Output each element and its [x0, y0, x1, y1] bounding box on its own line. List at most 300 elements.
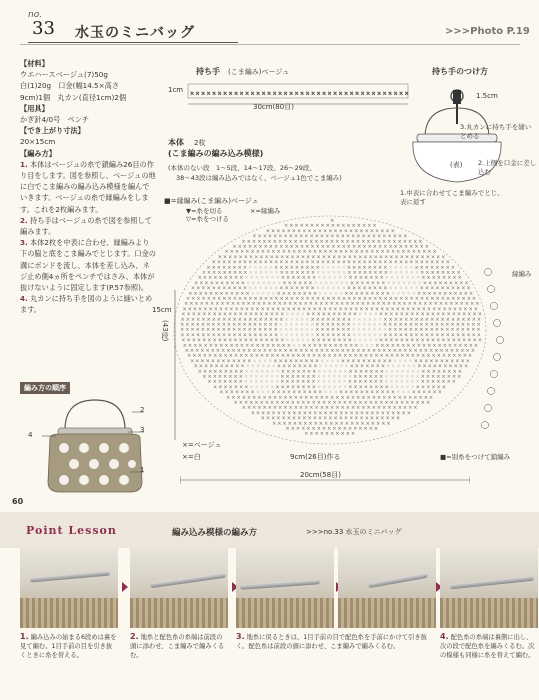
attach-legend: ▽=糸をつける	[186, 215, 229, 223]
stitch-mark: ×	[415, 374, 420, 380]
height-dimension-line	[170, 290, 180, 440]
stitch-mark: ×	[333, 290, 339, 297]
stitch-mark: ×	[368, 337, 373, 344]
stitch-mark: ×	[318, 389, 323, 396]
stitch-mark: ×	[364, 368, 369, 375]
separate-yarn-legend: ■=別糸をつけて鎖編み	[440, 453, 511, 461]
stitch-mark: ×	[228, 275, 234, 282]
stitch-mark: ×	[349, 415, 354, 422]
stitch-mark: ×	[180, 332, 185, 339]
stitch-mark: ×	[309, 358, 314, 365]
stitch-mark: ×	[207, 374, 212, 380]
bottom-width: 9cm(26目)作る	[290, 453, 341, 461]
stitch-mark: ×	[432, 363, 438, 370]
stitch-mark: ×	[212, 311, 217, 318]
stitch-mark: ×	[390, 228, 395, 235]
stitch-mark: ×	[381, 238, 387, 245]
stitch-mark: ×	[471, 322, 476, 328]
stitch-mark: ×	[466, 327, 471, 334]
stitch-mark: ×	[265, 342, 271, 349]
stitch-mark: ×	[290, 337, 295, 344]
stitch-mark: ×	[436, 374, 441, 380]
stitch-mark: ×	[411, 249, 416, 256]
stitch-mark: ×	[367, 316, 372, 323]
stitch-mark: ×	[373, 337, 378, 344]
stitch-mark: ×	[305, 270, 310, 276]
stitch-mark: ×	[227, 296, 232, 302]
stitch-mark: ×	[407, 301, 412, 308]
stitch-mark: ×	[266, 410, 271, 417]
stitch-mark: ×	[425, 296, 430, 302]
stitch-mark: ×	[347, 426, 353, 432]
stitch-mark: ×	[428, 394, 434, 401]
stitch-mark: ×	[291, 384, 296, 391]
stitch-mark: ×	[206, 322, 211, 328]
stitch-mark: ×	[277, 301, 282, 308]
stitch-mark: ×	[281, 389, 286, 396]
stitch-mark: ×	[429, 322, 434, 328]
stitch-mark: ×	[429, 348, 434, 354]
stitch-mark: ×	[327, 426, 332, 432]
stitch-mark: ×	[180, 322, 185, 328]
stitch-mark: ×	[367, 244, 372, 250]
stitch-mark: ×	[252, 348, 257, 354]
stitch-mark: ×	[348, 353, 353, 360]
stitch-mark: ×	[405, 353, 410, 360]
stitch-mark: ×	[336, 223, 341, 230]
stitch-mark: ×	[218, 306, 224, 313]
stitch-mark: ×	[416, 275, 421, 282]
stitch-mark: ×	[276, 342, 281, 349]
stitch-mark: ×	[279, 296, 284, 302]
stitch-mark: ×	[431, 379, 436, 386]
stitch-mark: ×	[436, 275, 442, 282]
stitch-mark: ×	[240, 290, 245, 297]
stitch-mark: ×	[238, 254, 243, 261]
stitch-mark: ×	[390, 389, 396, 396]
stitch-mark: ×	[365, 290, 370, 297]
handle-stitch-mark: ×	[245, 91, 250, 97]
stitch-mark: ×	[322, 353, 327, 360]
stitch-mark: ×	[314, 238, 319, 245]
stitch-mark: ×	[242, 316, 248, 323]
stitch-mark: ×	[217, 296, 222, 302]
stitch-mark: ×	[388, 244, 393, 250]
stitch-mark: ×	[414, 332, 419, 339]
stitch-mark: ×	[362, 285, 367, 292]
stitch-mark: ×	[366, 233, 371, 240]
stitch-mark: ×	[340, 233, 345, 240]
stitch-mark: ×	[228, 337, 233, 344]
stitch-mark: ×	[377, 327, 382, 334]
stitch-mark: ×	[282, 363, 287, 370]
stitch-mark: ×	[440, 332, 445, 339]
stitch-mark: ×	[380, 290, 385, 297]
stitch-mark: ×	[255, 290, 261, 297]
stitch-mark: ×	[321, 311, 326, 318]
stitch-mark: ×	[395, 353, 400, 360]
stitch-mark: ×	[403, 233, 408, 240]
stitch-mark: ×	[290, 379, 295, 386]
stitch-mark: ×	[348, 306, 354, 313]
stitch-mark: ×	[367, 264, 372, 271]
stitch-mark: ×	[284, 285, 289, 292]
stitch-mark: ×	[293, 405, 298, 412]
stitch-mark: ×	[239, 353, 244, 360]
stitch-mark: ×	[317, 384, 322, 391]
stitch-mark: ×	[385, 249, 390, 256]
stitch-mark: ×	[293, 348, 299, 354]
stitch-mark: ×	[223, 374, 228, 380]
stitch-mark: ×	[305, 316, 310, 323]
handle-stitch-mark: ×	[250, 91, 255, 97]
stitch-mark: ×	[260, 415, 265, 422]
stitch-mark: ×	[393, 264, 398, 271]
stitch-mark: ×	[200, 322, 206, 328]
stitch-mark: ×	[418, 301, 423, 308]
stitch-mark: ×	[319, 301, 324, 308]
stitch-mark: ×	[463, 342, 468, 349]
stitch-mark: ×	[382, 358, 387, 365]
stitch-mark: ×	[374, 275, 379, 282]
stitch-mark: ×	[294, 327, 299, 334]
stitch-mark: ×	[402, 394, 408, 401]
stitch-mark: ×	[189, 301, 194, 308]
stitch-mark: ×	[296, 384, 301, 391]
stitch-mark: ×	[278, 358, 283, 365]
stitch-mark: ×	[223, 275, 228, 282]
stitch-mark: ×	[334, 301, 340, 308]
stitch-mark: ×	[312, 249, 318, 256]
stitch-mark: ×	[219, 290, 224, 297]
stitch-mark: ×	[275, 374, 280, 380]
stitch-mark: ×	[271, 228, 276, 235]
stitch-mark: ×	[461, 285, 466, 292]
stitch-mark: ×	[313, 420, 318, 427]
stitch-mark: ×	[254, 311, 259, 318]
stitch-mark: ×	[296, 353, 301, 360]
stitch-mark: ×	[300, 244, 305, 250]
stitch-mark: ×	[265, 228, 271, 235]
stitch-mark: ×	[455, 348, 460, 354]
handle-stitch-mark: ×	[190, 91, 195, 97]
stitch-mark: ×	[435, 316, 440, 323]
stitch-mark: ×	[205, 358, 210, 365]
stitch-mark: ×	[342, 426, 347, 432]
stitch-mark: ×	[356, 223, 362, 230]
method-step: 4. 丸カンに持ち手を図のように縫いとめます。	[20, 294, 153, 315]
stitch-mark: ×	[228, 353, 233, 360]
stitch-mark: ×	[437, 342, 442, 349]
stitch-mark: ×	[370, 249, 375, 256]
stitch-mark: ×	[327, 400, 332, 406]
stitch-mark: ×	[248, 270, 253, 276]
stitch-mark: ×	[396, 363, 401, 370]
stitch-mark: ×	[276, 389, 281, 396]
stitch-mark: ×	[273, 348, 278, 354]
stitch-mark: ×	[250, 249, 255, 256]
stitch-mark: ×	[229, 389, 234, 396]
stitch-mark: ×	[416, 368, 421, 375]
stitch-mark: ×	[190, 316, 196, 323]
stitch-mark: ×	[385, 342, 390, 349]
stitch-mark: ×	[357, 296, 362, 302]
stitch-mark: ×	[200, 327, 206, 334]
stitch-mark: ×	[387, 238, 392, 245]
stitch-mark: ×	[245, 363, 250, 370]
stitch-mark: ×	[310, 327, 315, 334]
stitch-mark: ×	[261, 363, 266, 370]
stitch-mark: ×	[370, 410, 375, 417]
stitch-mark: ×	[274, 332, 279, 339]
stitch-mark: ×	[309, 238, 314, 245]
stitch-mark: ×	[288, 358, 294, 365]
handle-stitch-mark: ×	[289, 91, 294, 97]
stitch-mark: ×	[358, 353, 363, 360]
stitch-mark: ×	[287, 363, 292, 370]
stitch-mark: ×	[289, 244, 294, 250]
stitch-mark: ×	[289, 316, 294, 323]
stitch-mark: ×	[438, 280, 443, 287]
stitch-mark: ×	[219, 342, 224, 349]
stitch-mark: ×	[326, 311, 332, 318]
stitch-mark: ×	[336, 322, 341, 328]
stitch-mark: ×	[283, 394, 288, 401]
stitch-mark: ×	[372, 332, 378, 339]
stitch-mark: ×	[401, 249, 406, 256]
stitch-mark: ×	[392, 233, 397, 240]
stitch-mark: ×	[401, 342, 406, 349]
stitch-mark: ×	[367, 332, 372, 339]
stitch-mark: ×	[380, 415, 385, 422]
stitch-mark: ×	[371, 238, 376, 245]
stitch-mark: ×	[452, 353, 457, 360]
row-markers	[481, 268, 503, 428]
stitch-mark: ×	[332, 311, 337, 318]
stitch-mark: ×	[356, 233, 361, 240]
stitch-mark: ×	[435, 270, 440, 276]
stitch-mark: ×	[272, 394, 278, 401]
stitch-mark: ×	[431, 353, 436, 360]
stitch-mark: ×	[330, 405, 335, 412]
stitch-mark: ×	[206, 264, 211, 271]
handle-stitch-mark: ×	[300, 91, 305, 97]
stitch-mark: ×	[222, 332, 227, 339]
stitch-mark: ×	[376, 301, 381, 308]
stitch-mark: ×	[242, 332, 248, 339]
stitch-mark: ×	[377, 233, 382, 240]
stitch-mark: ×	[314, 394, 319, 401]
stitch-mark: ×	[184, 348, 189, 354]
stitch-mark: ×	[269, 296, 274, 302]
body-height: 15cm	[152, 306, 172, 314]
stitch-mark: ×	[236, 348, 241, 354]
stitch-mark: ×	[308, 280, 313, 287]
handle-stitch-mark: ×	[267, 91, 272, 97]
stitch-mark: ×	[220, 301, 225, 308]
stitch-mark: ×	[289, 285, 294, 292]
stitch-mark: ×	[366, 238, 371, 245]
stitch-mark: ×	[286, 249, 292, 256]
stitch-mark: ×	[247, 348, 252, 354]
stitch-mark: ×	[271, 415, 276, 422]
stitch-mark: ×	[401, 389, 406, 396]
stitch-mark: ×	[327, 353, 332, 360]
stitch-mark: ×	[294, 322, 299, 328]
stitch-mark: ×	[319, 233, 325, 240]
stitch-mark: ×	[412, 280, 417, 287]
stitch-mark: ×	[262, 301, 267, 308]
stitch-mark: ×	[404, 264, 409, 271]
stitch-mark: ×	[409, 244, 414, 250]
stitch-mark: ×	[320, 322, 325, 328]
stitch-mark: ×	[309, 233, 314, 240]
stitch-mark: ×	[389, 400, 394, 406]
stitch-mark: ×	[350, 431, 356, 438]
stitch-mark: ×	[346, 259, 352, 266]
stitch-mark: ×	[393, 332, 398, 339]
stitch-mark: ×	[341, 259, 346, 266]
stitch-mark: ×	[289, 332, 294, 339]
stitch-mark: ×	[414, 270, 420, 276]
stitch-mark: ×	[250, 363, 256, 370]
stitch-mark: ×	[275, 275, 280, 282]
stitch-mark: ×	[284, 332, 289, 339]
stitch-mark: ×	[354, 342, 359, 349]
stitch-mark: ×	[421, 275, 426, 282]
stitch-mark: ×	[202, 374, 207, 380]
stitch-mark: ×	[274, 270, 279, 276]
stitch-mark: ×	[450, 327, 455, 334]
stitch-mark: ×	[368, 400, 374, 406]
stitch-mark: ×	[415, 353, 421, 360]
stitch-mark: ×	[376, 394, 382, 401]
lesson-photo-3	[236, 548, 334, 628]
stitch-mark: ×	[329, 301, 334, 308]
stitch-mark: ×	[352, 270, 357, 276]
stitch-mark: ×	[198, 306, 203, 313]
stitch-mark: ×	[249, 368, 254, 375]
stitch-mark: ×	[321, 374, 327, 380]
stitch-mark: ×	[232, 270, 238, 276]
stitch-mark: ×	[467, 337, 472, 344]
stitch-mark: ×	[267, 348, 273, 354]
stitch-mark: ×	[348, 384, 353, 391]
stitch-mark: ×	[239, 306, 244, 313]
stitch-mark: ×	[312, 415, 317, 422]
stitch-mark: ×	[229, 249, 234, 256]
stitch-mark: ×	[341, 296, 347, 302]
stitch-mark: ×	[281, 249, 286, 256]
stitch-mark: ×	[202, 337, 207, 344]
stitch-mark: ×	[384, 368, 390, 375]
stitch-mark: ×	[233, 400, 238, 406]
stitch-mark: ×	[431, 368, 436, 375]
stitch-mark: ×	[318, 249, 323, 256]
stitch-mark: ×	[227, 264, 232, 271]
stitch-mark: ×	[427, 290, 432, 297]
stitch-mark: ×	[309, 405, 314, 412]
stitch-mark: ×	[383, 332, 388, 339]
stitch-mark: ×	[444, 348, 449, 354]
stitch-mark: ×	[207, 311, 212, 318]
stitch-mark: ×	[426, 400, 431, 406]
stitch-mark: ×	[470, 301, 475, 308]
stitch-mark: ×	[379, 353, 384, 360]
stitch-mark: ×	[226, 394, 231, 401]
stitch-mark: ×	[457, 275, 462, 282]
stitch-mark: ×	[310, 296, 315, 302]
stitch-mark: ×	[274, 296, 279, 302]
stitch-mark: ×	[318, 363, 323, 370]
stitch-mark: ×	[270, 400, 275, 406]
body-note-1: (本体のない段 1〜5段、14〜17段、26〜29段、	[168, 164, 316, 172]
stitch-mark: ×	[422, 389, 427, 396]
stitch-mark: ×	[340, 405, 345, 412]
stitch-mark: ×	[211, 259, 216, 266]
stitch-mark: ×	[404, 254, 410, 261]
stitch-mark: ×	[357, 270, 362, 276]
stitch-mark: ×	[196, 316, 201, 323]
stitch-mark: ×	[458, 306, 463, 313]
handle-stitch-mark: ×	[404, 91, 409, 97]
stitch-mark: ×	[434, 322, 440, 328]
stitch-mark: ×	[382, 322, 388, 328]
stitch-mark: ×	[406, 306, 411, 313]
stitch-mark: ×	[297, 290, 302, 297]
stitch-mark: ×	[416, 389, 422, 396]
stitch-mark: ×	[358, 337, 363, 344]
stitch-mark: ×	[332, 426, 337, 432]
stitch-mark: ×	[376, 420, 381, 427]
stitch-mark: ×	[208, 342, 213, 349]
stitch-mark: ×	[396, 389, 401, 396]
stitch-mark: ×	[236, 358, 242, 365]
stitch-mark: ×	[440, 259, 445, 266]
stitch-mark: ×	[450, 332, 456, 339]
stitch-mark: ×	[302, 410, 307, 417]
stitch-mark: ×	[295, 426, 301, 432]
stitch-mark: ×	[284, 322, 289, 328]
stitch-mark: ×	[254, 368, 260, 375]
stitch-mark: ×	[260, 389, 266, 396]
stitch-mark: ×	[357, 332, 362, 339]
stitch-mark: ×	[317, 353, 322, 360]
stitch-mark: ×	[280, 337, 285, 344]
stitch-mark: ×	[378, 311, 384, 318]
stitch-mark: ×	[406, 342, 411, 349]
stitch-mark: ×	[418, 394, 423, 401]
stitch-mark: ×	[358, 379, 363, 386]
stitch-mark: ×	[216, 327, 221, 334]
stitch-mark: ×	[394, 400, 400, 406]
stitch-mark: ×	[354, 363, 360, 370]
stitch-mark: ×	[369, 415, 375, 422]
stitch-mark: ×	[267, 394, 272, 401]
stitch-mark: ×	[384, 379, 389, 386]
stitch-mark: ×	[224, 342, 229, 349]
stitch-mark: ×	[445, 264, 450, 271]
stitch-mark: ×	[301, 374, 306, 380]
stitch-mark: ×	[476, 316, 482, 323]
stitch-mark: ×	[268, 358, 273, 365]
stitch-mark: ×	[307, 306, 312, 313]
stitch-mark: ×	[346, 358, 351, 365]
stitch-mark: ×	[446, 270, 451, 276]
stitch-mark: ×	[293, 238, 298, 245]
stitch-mark: ×	[213, 353, 218, 360]
stitch-mark: ×	[264, 337, 269, 344]
